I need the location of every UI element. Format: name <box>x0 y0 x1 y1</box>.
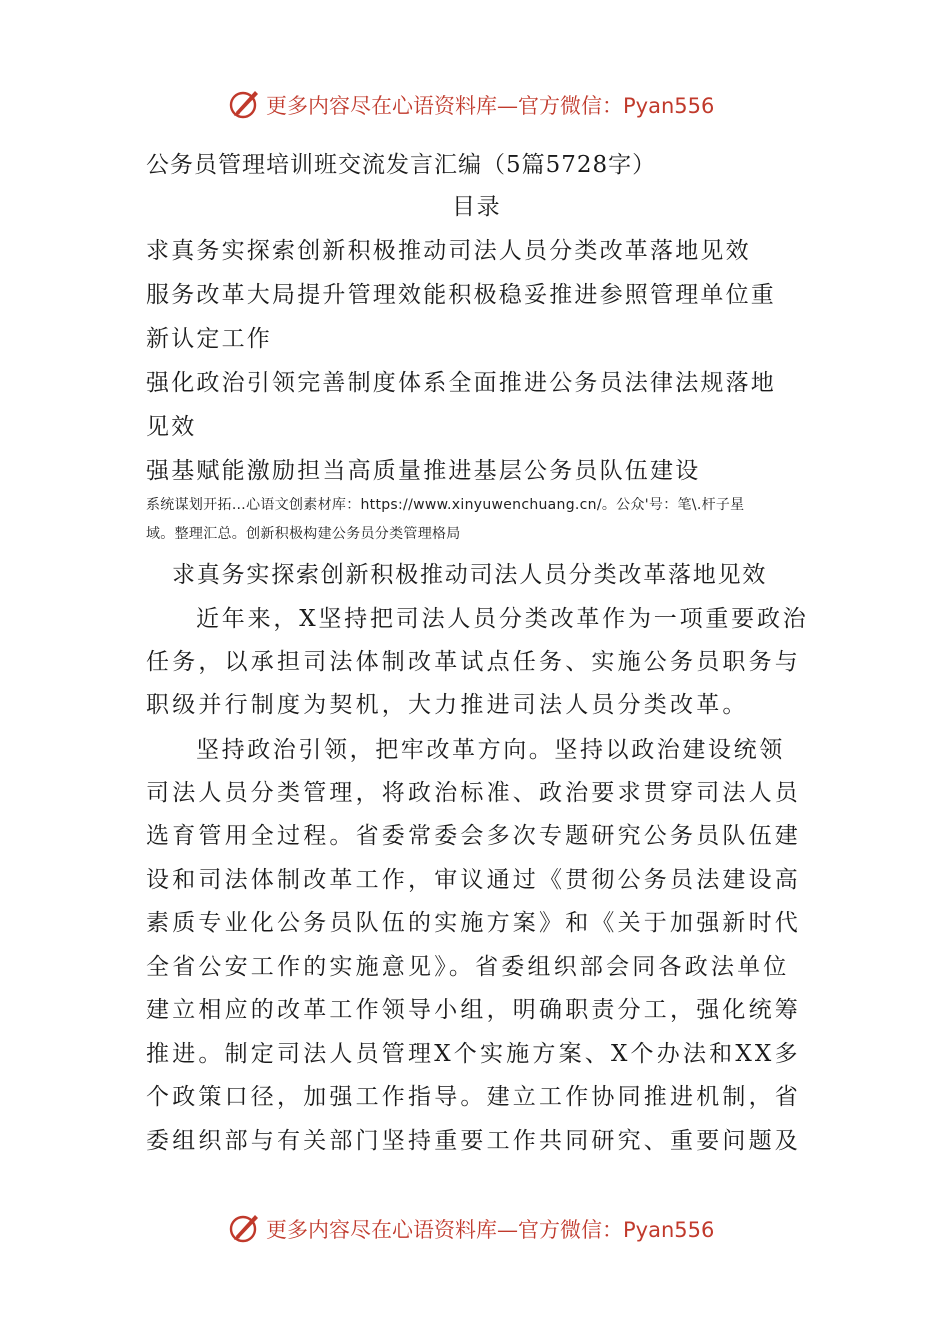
body-line: 建立相应的改革工作领导小组，明确职责分工，强化统筹 <box>146 997 801 1023</box>
header-banner <box>0 84 950 124</box>
body-line: 司法人员分类管理，将政治标准、政治要求贯穿司法人员 <box>146 780 801 806</box>
banner-contact: Pyan556 <box>623 94 715 118</box>
toc-item: 见效 <box>146 414 197 440</box>
toc-item: 服务改革大局提升管理效能积极稳妥推进参照管理单位重 <box>146 282 776 308</box>
body-line: 职级并行制度为契机，大力推进司法人员分类改革。 <box>146 692 749 718</box>
body-line: 委组织部与有关部门坚持重要工作共同研究、重要问题及 <box>146 1128 801 1154</box>
body-line: 近年来，X坚持把司法人员分类改革作为一项重要政治 <box>196 606 809 632</box>
document-title: 公务员管理培训班交流发言汇编（5篇5728字） <box>146 152 657 178</box>
section-heading: 求真务实探索创新积极推动司法人员分类改革落地见效 <box>172 562 768 588</box>
banner-text: 更多内容尽在心语资料库—官方微信：Pyan556 <box>266 94 715 118</box>
body-line: 推进。制定司法人员管理X个实施方案、X个办法和XX多 <box>146 1041 801 1067</box>
body-line: 全省公安工作的实施意见》。省委组织部会同各政法单位 <box>146 954 790 980</box>
banner-contact: Pyan556 <box>623 1218 715 1242</box>
toc-item: 新认定工作 <box>146 326 272 352</box>
toc-item: 强化政治引领完善制度体系全面推进公务员法律法规落地 <box>146 370 776 396</box>
body-line: 设和司法体制改革工作，审议通过《贯彻公务员法建设高 <box>146 867 801 893</box>
body-line: 选育管用全过程。省委常委会多次专题研究公务员队伍建 <box>146 823 801 849</box>
footer-banner <box>0 1208 950 1248</box>
banner-text: 更多内容尽在心语资料库—官方微信：Pyan556 <box>266 1218 715 1242</box>
toc-item: 求真务实探索创新积极推动司法人员分类改革落地见效 <box>146 238 751 264</box>
quill-logo-icon <box>228 86 262 120</box>
body-line: 个政策口径，加强工作指导。建立工作协同推进机制，省 <box>146 1084 801 1110</box>
body-line: 素质专业化公务员队伍的实施方案》和《关于加强新时代 <box>146 910 801 936</box>
toc-item: 强基赋能激励担当高质量推进基层公务员队伍建设 <box>146 458 701 484</box>
body-line: 任务，以承担司法体制改革试点任务、实施公务员职务与 <box>146 649 801 675</box>
toc-heading: 目录 <box>452 194 502 220</box>
source-note: 域。整理汇总。创新积极构建公务员分类管理格局 <box>146 526 461 542</box>
source-note: 系统谋划开拓…心语文创素材库：https://www.xinyuwenchuang.cn/。公众'号：笔\.杆子星 <box>146 497 745 513</box>
quill-logo-icon <box>228 1210 262 1244</box>
body-line: 坚持政治引领，把牢改革方向。坚持以政治建设统领 <box>196 737 785 763</box>
